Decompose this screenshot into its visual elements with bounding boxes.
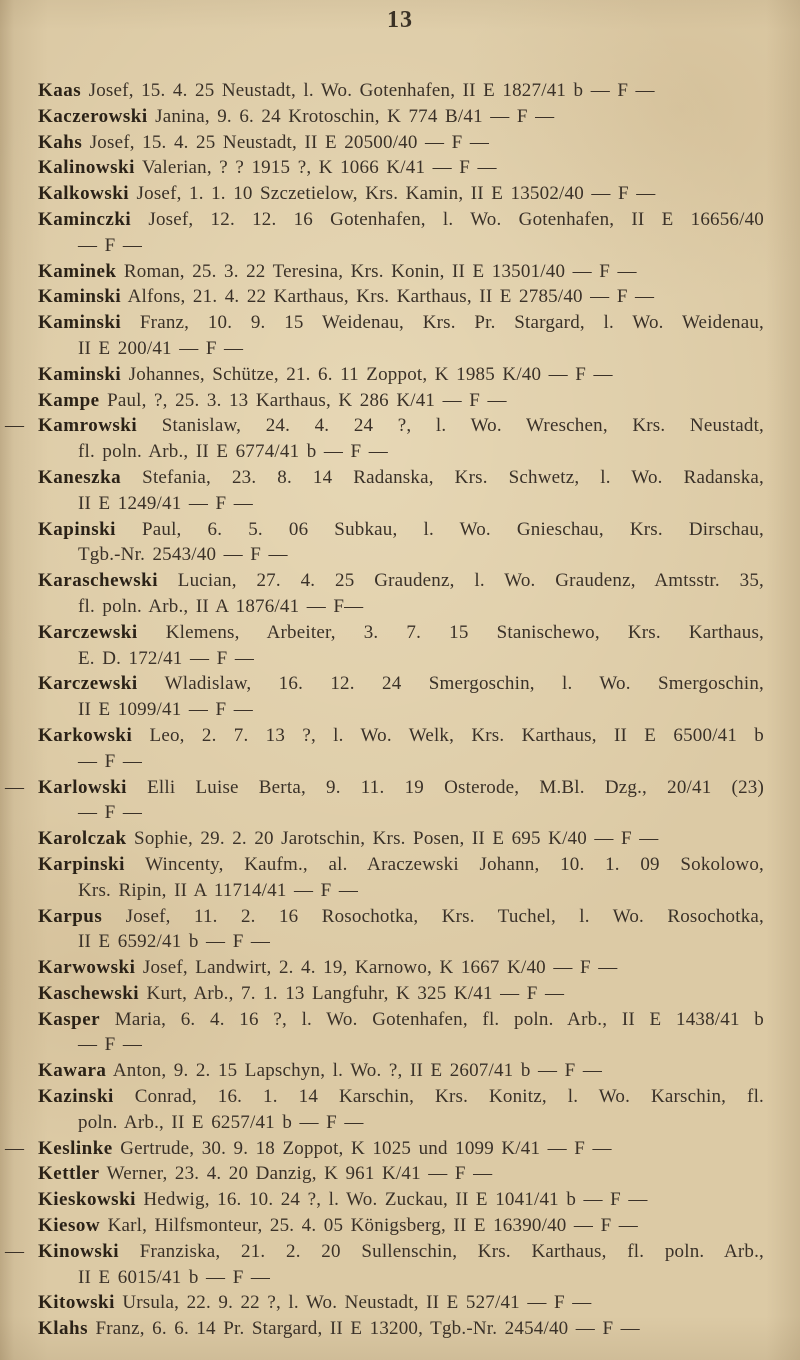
entry-details: Franziska, 21. 2. 20 Sullenschin, Krs. Karthaus, fl. poln. Arb., [139, 1240, 765, 1262]
entry-first-line [38, 465, 764, 491]
list-item [38, 568, 764, 620]
list-item [38, 130, 764, 156]
margin-dash-mark: — [5, 1137, 25, 1159]
entry-details: Josef, 15. 4. 25 Neustadt, II E 20500/40 — F — [89, 131, 490, 153]
entry-details: Johannes, Schütze, 21. 6. 11 Zoppot, K 1985 K/40 — F — [128, 363, 613, 385]
entry-surname: Kieskowski [38, 1189, 136, 1211]
entry-details: Stefania, 23. 8. 14 Radanska, Krs. Schwetz, l. Wo. Radanska, [142, 466, 765, 488]
entry-surname: Kaminski [38, 312, 122, 334]
entry-details: Klemens, Arbeiter, 3. 7. 15 Stanischewo, Krs. Karthaus, [165, 621, 764, 643]
entry-continuation-line: II E 200/41 — F — [78, 337, 244, 359]
entry-details: Paul, 6. 5. 06 Subkau, l. Wo. Gnieschau, Krs. Dirschau, [141, 518, 764, 540]
entry-continuation-line: II E 1099/41 — F — [78, 699, 253, 721]
entry-details: Valerian, ? ? 1915 ?, K 1066 K/41 — F — [141, 157, 497, 179]
entry-continuation-line: Tgb.-Nr. 2543/40 — F — [78, 544, 288, 566]
entry-surname: Karczewski [38, 673, 138, 695]
entry-details: Elli Luise Berta, 9. 11. 19 Osterode, M.Bl. Dzg., 20/41 (23) [147, 776, 764, 798]
list-item [38, 981, 764, 1007]
list-item [38, 723, 764, 775]
margin-dash-mark: — [5, 776, 25, 798]
entry-first-line [38, 284, 764, 310]
entry-details: Maria, 6. 4. 16 ?, l. Wo. Gotenhafen, fl. poln. Arb., II E 1438/41 b [114, 1008, 765, 1030]
entry-first-line [38, 104, 764, 130]
entry-details: Conrad, 16. 1. 14 Karschin, Krs. Konitz, l. Wo. Karschin, fl. [134, 1086, 764, 1108]
entry-details: Hedwig, 16. 10. 24 ?, l. Wo. Zuckau, II E 1041/41 b — F — [143, 1189, 648, 1211]
list-item [38, 310, 764, 362]
list-item [38, 826, 764, 852]
entry-surname: Kawara [38, 1060, 107, 1082]
entry-first-line [5, 1136, 764, 1162]
list-item [38, 207, 764, 259]
entry-surname: Klahs [38, 1318, 89, 1340]
entry-details: Josef, 11. 2. 16 Rosochotka, Krs. Tuchel, l. Wo. Rosochotka, [125, 905, 765, 927]
entry-surname: Kampe [38, 389, 100, 411]
entry-continuation-line: E. D. 172/41 — F — [78, 647, 255, 669]
entry-first-line [38, 671, 764, 697]
entry-details: Lucian, 27. 4. 25 Graudenz, l. Wo. Graudenz, Amtsstr. 35, [177, 570, 764, 592]
entry-first-line [38, 955, 764, 981]
entry-first-line [38, 1213, 764, 1239]
entry-surname: Kahs [38, 131, 83, 153]
entry-details: Josef, 12. 12. 16 Gotenhafen, l. Wo. Gotenhafen, II E 16656/40 [148, 208, 764, 230]
entry-first-line [38, 904, 764, 930]
entry-first-line [38, 155, 764, 181]
list-item [38, 517, 764, 569]
list-item [38, 904, 764, 956]
entry-first-line [5, 413, 764, 439]
entry-continuation-line: II E 1249/41 — F — [78, 492, 253, 514]
entry-first-line [38, 78, 764, 104]
entry-surname: Kaminek [38, 260, 117, 282]
entry-continuation-line: poln. Arb., II E 6257/41 b — F — [78, 1111, 364, 1133]
list-item [38, 362, 764, 388]
list-item [38, 1007, 764, 1059]
list-item [38, 259, 764, 285]
entry-surname: Kitowski [38, 1292, 115, 1314]
entry-first-line [38, 981, 764, 1007]
entry-first-line [38, 1084, 764, 1110]
list-item [38, 1213, 764, 1239]
entry-details: Sophie, 29. 2. 20 Jarotschin, Krs. Posen, II E 695 K/40 — F — [134, 828, 659, 850]
list-item [38, 465, 764, 517]
entry-surname: Kaminski [38, 286, 122, 308]
list-item [38, 284, 764, 310]
entry-first-line [38, 259, 764, 285]
entry-details: Josef, Landwirt, 2. 4. 19, Karnowo, K 1667 K/40 — F — [142, 957, 618, 979]
entry-continuation-line: II E 6592/41 b — F — [78, 931, 271, 953]
entry-first-line [38, 568, 764, 594]
entry-details: Gertrude, 30. 9. 18 Zoppot, K 1025 und 1099 K/41 — F — [120, 1137, 612, 1159]
entry-surname: Karpus [38, 905, 103, 927]
entry-details: Ursula, 22. 9. 22 ?, l. Wo. Neustadt, II E 527/41 — F — [122, 1292, 592, 1314]
entry-surname: Karczewski [38, 621, 138, 643]
list-item [5, 413, 764, 465]
entry-details: Josef, 1. 1. 10 Szczetielow, Krs. Kamin, II E 13502/40 — F — [136, 183, 656, 205]
entry-details: Stanislaw, 24. 4. 24 ?, l. Wo. Wreschen, Krs. Neustadt, [161, 415, 764, 437]
entry-surname: Kaneszka [38, 466, 122, 488]
entry-first-line [38, 130, 764, 156]
entry-continuation-line: — F — [78, 1034, 143, 1056]
entry-surname: Kaminski [38, 363, 122, 385]
margin-dash-mark: — [5, 1240, 25, 1262]
list-item [38, 955, 764, 981]
entry-first-line [5, 1239, 765, 1265]
entry-details: Kurt, Arb., 7. 1. 13 Langfuhr, K 325 K/41 — F — [146, 982, 565, 1004]
entry-first-line [38, 388, 764, 414]
entry-surname: Kamrowski [38, 415, 138, 437]
entry-details: Janina, 9. 6. 24 Krotoschin, K 774 B/41 — F — [155, 105, 555, 127]
entry-continuation-line: Krs. Ripin, II A 11714/41 — F — [78, 879, 359, 901]
list-item [38, 104, 764, 130]
entry-surname: Kaminczki [38, 208, 132, 230]
entry-details: Leo, 2. 7. 13 ?, l. Wo. Welk, Krs. Karthaus, II E 6500/41 b [149, 724, 765, 746]
entry-first-line [38, 852, 764, 878]
list-item [38, 1084, 764, 1136]
entry-continuation-line: — F — [78, 802, 143, 824]
entry-first-line [38, 1290, 764, 1316]
entry-first-line [38, 362, 764, 388]
page-number: 13 [387, 7, 413, 33]
entry-surname: Kinowski [38, 1240, 120, 1262]
list-item [38, 852, 764, 904]
entry-first-line [38, 310, 764, 336]
entry-first-line [38, 1007, 764, 1033]
entry-first-line [38, 1058, 764, 1084]
entry-surname: Kaschewski [38, 982, 140, 1004]
list-item [38, 155, 764, 181]
entry-first-line [38, 517, 764, 543]
list-item [38, 1316, 764, 1342]
entry-continuation-line: II E 6015/41 b — F — [78, 1266, 271, 1288]
list-item [38, 1290, 764, 1316]
entry-continuation-line: fl. poln. Arb., II E 6774/41 b — F — [78, 441, 388, 463]
entry-first-line [38, 181, 764, 207]
list-item [38, 671, 764, 723]
entry-surname: Kazinski [38, 1086, 114, 1108]
entry-surname: Kalkowski [38, 183, 130, 205]
entry-surname: Kapinski [38, 518, 116, 540]
entry-first-line [38, 620, 764, 646]
entry-surname: Karpinski [38, 853, 125, 875]
entry-surname: Kaczerowski [38, 105, 148, 127]
entry-first-line [38, 1316, 764, 1342]
entry-surname: Keslinke [38, 1137, 113, 1159]
entry-first-line [38, 207, 764, 233]
list-item [38, 181, 764, 207]
entry-surname: Karaschewski [38, 570, 158, 592]
entry-surname: Kalinowski [38, 157, 135, 179]
entry-continuation-line: fl. poln. Arb., II A 1876/41 — F— [78, 595, 364, 617]
entry-details: Roman, 25. 3. 22 Teresina, Krs. Konin, II E 13501/40 — F — [123, 260, 637, 282]
entry-details: Anton, 9. 2. 15 Lapschyn, l. Wo. ?, II E 2607/41 b — F — [112, 1060, 603, 1082]
list-item [5, 1239, 765, 1291]
entry-surname: Kettler [38, 1163, 100, 1185]
list-item [38, 1058, 764, 1084]
entry-surname: Kaas [38, 80, 82, 101]
entry-surname: Karolczak [38, 828, 127, 850]
margin-dash-mark: — [5, 415, 25, 437]
entry-surname: Karkowski [38, 724, 133, 746]
entry-continuation-line: — F — [78, 234, 143, 256]
entry-continuation-line: — F — [78, 750, 143, 772]
list-item [38, 1161, 764, 1187]
entry-details: Josef, 15. 4. 25 Neustadt, l. Wo. Gotenhafen, II E 1827/41 b — F — [88, 80, 655, 101]
entry-surname: Karwowski [38, 957, 136, 979]
list-item [38, 78, 764, 104]
entry-details: Alfons, 21. 4. 22 Karthaus, Krs. Karthaus, II E 2785/40 — F — [127, 286, 655, 308]
entry-first-line [38, 826, 764, 852]
list-item [38, 620, 764, 672]
entries-list [5, 78, 765, 1342]
entry-surname: Kiesow [38, 1215, 101, 1237]
entry-details: Paul, ?, 25. 3. 13 Karthaus, K 286 K/41 — F — [107, 389, 507, 411]
entry-details: Wincenty, Kaufm., al. Araczewski Johann, 10. 1. 09 Sokolowo, [145, 853, 764, 875]
entry-first-line [38, 723, 764, 749]
list-item [38, 388, 764, 414]
entry-details: Werner, 23. 4. 20 Danzig, K 961 K/41 — F — [106, 1163, 493, 1185]
entry-details: Franz, 6. 6. 14 Pr. Stargard, II E 13200, Tgb.-Nr. 2454/40 — F — [95, 1318, 640, 1340]
entry-first-line [38, 1187, 764, 1213]
list-item [5, 1136, 764, 1162]
entry-surname: Kasper [38, 1008, 101, 1030]
entry-details: Franz, 10. 9. 15 Weidenau, Krs. Pr. Stargard, l. Wo. Weidenau, [139, 312, 764, 334]
entry-first-line [38, 1161, 764, 1187]
entry-details: Wladislaw, 16. 12. 24 Smergoschin, l. Wo. Smergoschin, [164, 673, 764, 695]
list-item [5, 775, 764, 827]
entry-surname: Karlowski [38, 776, 127, 798]
entry-details: Karl, Hilfsmonteur, 25. 4. 05 Königsberg, II E 16390/40 — F — [107, 1215, 638, 1237]
entry-first-line [5, 775, 764, 801]
list-item [38, 1187, 764, 1213]
